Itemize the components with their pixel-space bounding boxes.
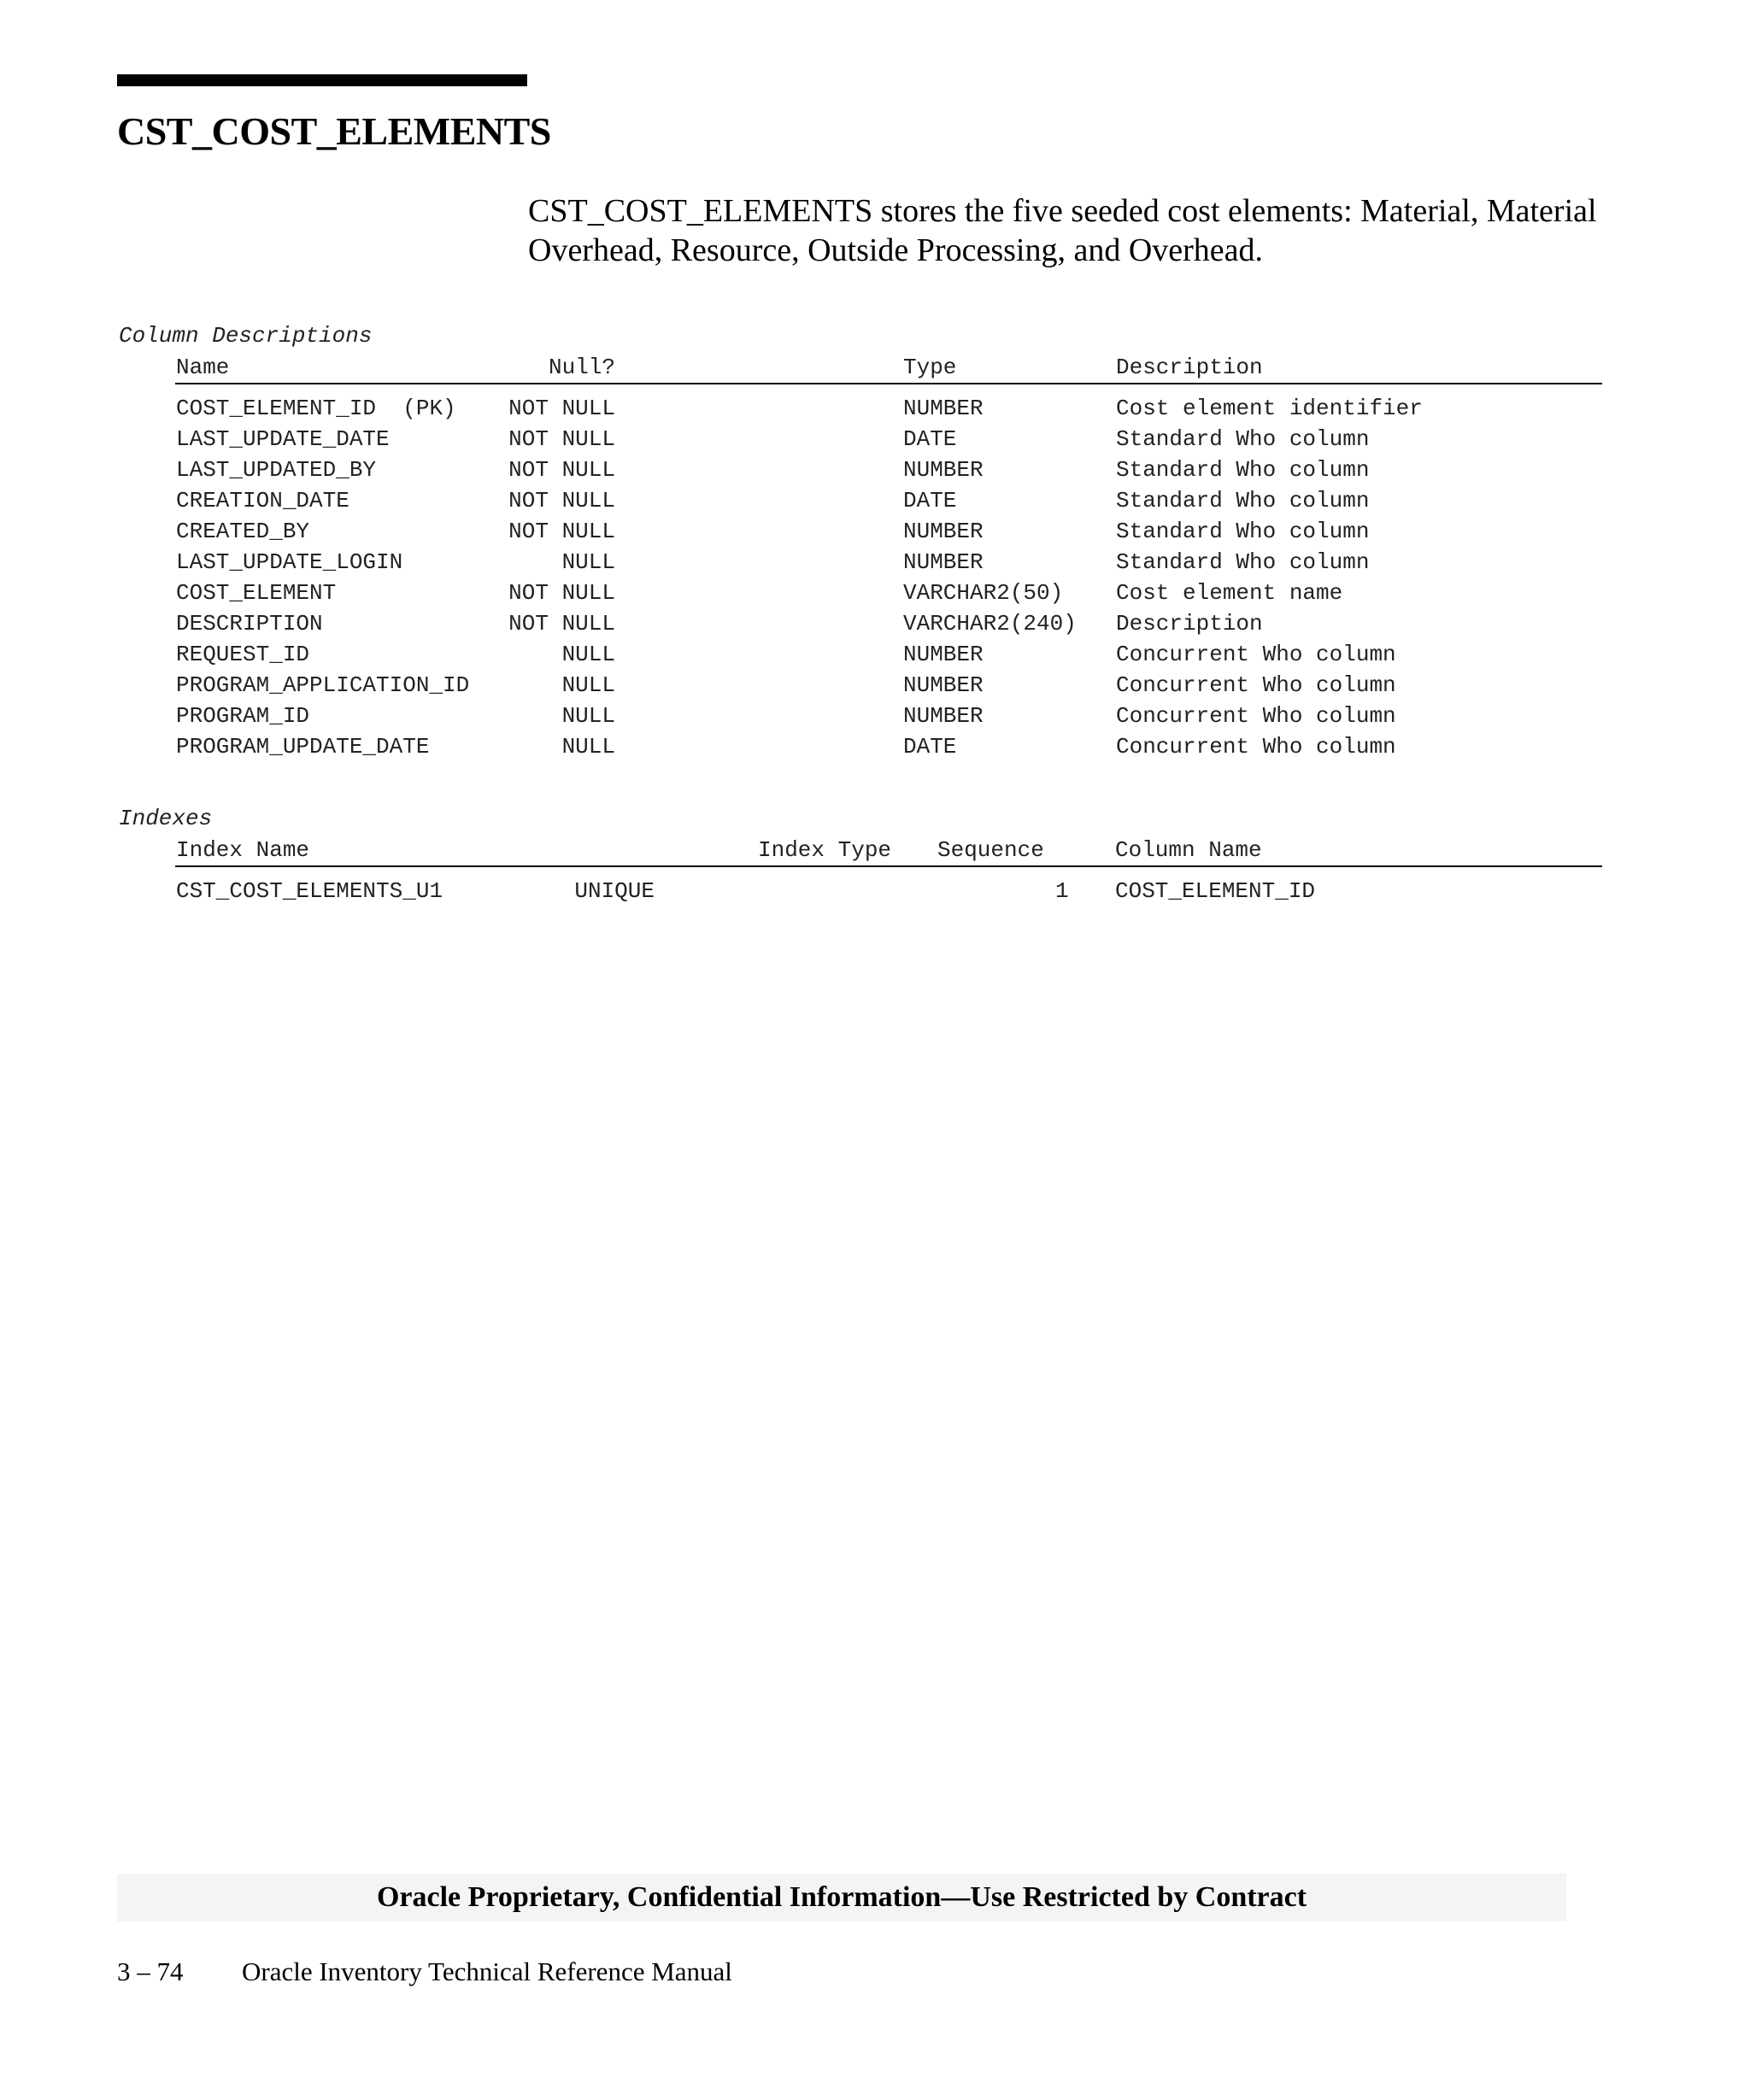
column-null: NOT NULL — [508, 580, 615, 606]
column-descriptions-header — [175, 352, 1602, 384]
column-name: PROGRAM_UPDATE_DATE — [176, 734, 430, 760]
column-type: NUMBER — [903, 549, 984, 575]
index-name: CST_COST_ELEMENTS_U1 — [176, 878, 443, 904]
index-column-name: COST_ELEMENT_ID — [1115, 878, 1316, 904]
table-row — [175, 608, 1602, 639]
column-name: LAST_UPDATE_LOGIN — [176, 549, 403, 575]
manual-title: Oracle Inventory Technical Reference Manual — [242, 1956, 732, 1986]
confidential-notice: Oracle Proprietary, Confidential Information––Use Restricted by Contract — [376, 1881, 1307, 1913]
page-title: CST_COST_ELEMENTS — [117, 109, 551, 153]
column-null: NOT NULL — [508, 519, 615, 544]
column-description: Standard Who column — [1116, 457, 1370, 483]
column-name: DESCRIPTION — [176, 611, 323, 636]
column-name: PROGRAM_APPLICATION_ID — [176, 672, 470, 698]
column-type: VARCHAR2(240) — [903, 611, 1077, 636]
column-description: Concurrent Who column — [1116, 672, 1396, 698]
column-description: Description — [1116, 611, 1263, 636]
column-description: Cost element name — [1116, 580, 1343, 606]
column-null: NULL — [561, 734, 615, 760]
header-type: Type — [903, 355, 957, 380]
column-type: NUMBER — [903, 457, 984, 483]
table-description: CST_COST_ELEMENTS stores the five seeded cost elements: Material, Material Overhead, Resource, Outside Processing, and Overhead. — [528, 193, 1597, 268]
table-row — [175, 393, 1602, 424]
column-description: Standard Who column — [1116, 488, 1370, 513]
column-type: NUMBER — [903, 703, 984, 729]
table-row — [175, 424, 1602, 455]
column-description: Cost element identifier — [1116, 396, 1423, 421]
column-description: Standard Who column — [1116, 519, 1370, 544]
header-index-type: Index Type — [758, 837, 892, 863]
table-row — [175, 547, 1602, 578]
column-descriptions-label: Column Descriptions — [119, 323, 373, 349]
column-name: PROGRAM_ID — [176, 703, 310, 729]
column-description: Standard Who column — [1116, 549, 1370, 575]
column-name: COST_ELEMENT — [176, 580, 337, 606]
column-name: COST_ELEMENT_ID (PK) — [176, 396, 456, 421]
header-null: Null? — [548, 355, 615, 380]
column-null: NOT NULL — [508, 611, 615, 636]
column-description: Concurrent Who column — [1116, 703, 1396, 729]
indexes-body — [175, 867, 1602, 906]
column-null: NOT NULL — [508, 426, 615, 452]
column-name: LAST_UPDATE_DATE — [176, 426, 390, 452]
column-type: DATE — [903, 488, 957, 513]
indexes-header — [175, 835, 1602, 867]
column-descriptions-body — [175, 384, 1602, 762]
header-sequence: Sequence — [937, 837, 1044, 863]
table-row — [175, 876, 1602, 906]
column-null: NULL — [561, 703, 615, 729]
column-type: NUMBER — [903, 396, 984, 421]
table-row — [175, 701, 1602, 731]
column-null: NOT NULL — [508, 396, 615, 421]
title-rule — [117, 74, 527, 86]
index-sequence: 1 — [1055, 878, 1069, 904]
index-type: UNIQUE — [574, 878, 655, 904]
column-name: LAST_UPDATED_BY — [176, 457, 377, 483]
table-row — [175, 455, 1602, 485]
column-descriptions-table — [175, 352, 1602, 762]
column-null: NOT NULL — [508, 488, 615, 513]
column-null: NULL — [561, 642, 615, 667]
table-row — [175, 639, 1602, 670]
page-number: 3 – 74 — [117, 1956, 184, 1986]
table-row — [175, 578, 1602, 608]
indexes-table — [175, 835, 1602, 906]
header-column-name: Column Name — [1115, 837, 1262, 863]
column-type: NUMBER — [903, 672, 984, 698]
header-description: Description — [1116, 355, 1263, 380]
column-description: Concurrent Who column — [1116, 734, 1396, 760]
table-row — [175, 485, 1602, 516]
column-name: CREATED_BY — [176, 519, 310, 544]
column-null: NULL — [561, 549, 615, 575]
column-type: DATE — [903, 426, 957, 452]
column-type: NUMBER — [903, 642, 984, 667]
table-row — [175, 516, 1602, 547]
header-index-name: Index Name — [176, 837, 310, 863]
table-row — [175, 670, 1602, 701]
column-null: NOT NULL — [508, 457, 615, 483]
column-type: VARCHAR2(50) — [903, 580, 1064, 606]
indexes-label: Indexes — [119, 806, 213, 831]
column-description: Standard Who column — [1116, 426, 1370, 452]
column-null: NULL — [561, 672, 615, 698]
column-type: NUMBER — [903, 519, 984, 544]
column-name: CREATION_DATE — [176, 488, 349, 513]
header-name: Name — [176, 355, 230, 380]
column-description: Concurrent Who column — [1116, 642, 1396, 667]
confidential-banner — [117, 1874, 1566, 1921]
table-row — [175, 731, 1602, 762]
column-name: REQUEST_ID — [176, 642, 310, 667]
page-footer — [117, 1955, 732, 1989]
column-type: DATE — [903, 734, 957, 760]
